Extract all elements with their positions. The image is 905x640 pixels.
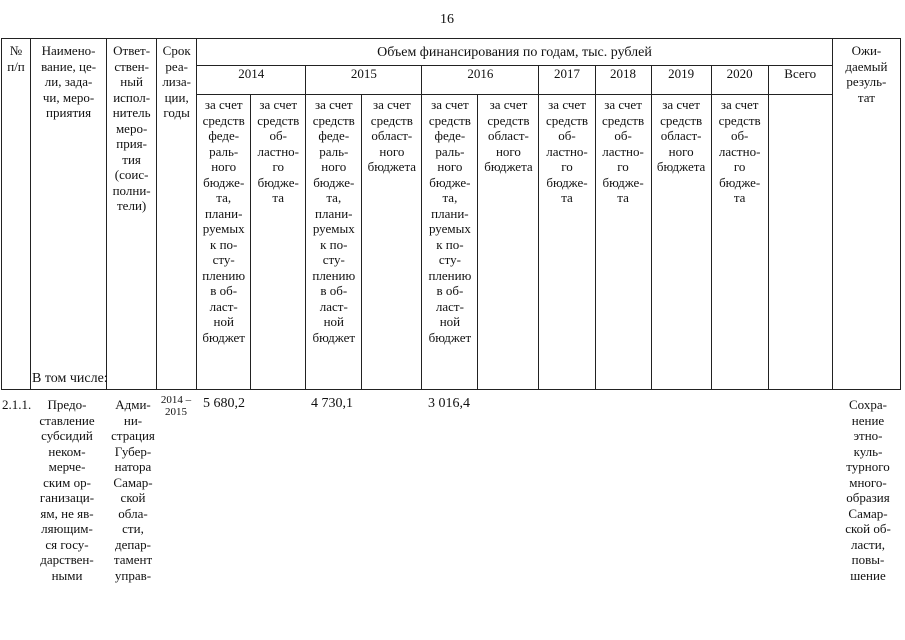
- year-total: Всего: [768, 66, 832, 95]
- value-2016: 3 016,4: [428, 396, 470, 411]
- sub-2017-regional: за счет средств об- ластно- го бюдже- та: [539, 95, 595, 390]
- sub-2015-regional: за счет средств област- ного бюджета: [362, 95, 422, 390]
- sub-2020-regional: за счет средств об- ластно- го бюдже- та: [711, 95, 768, 390]
- value-2015: 4 730,1: [311, 396, 353, 411]
- row-result: Сохра- нение этно- куль- турного много- образия Самар- ской об- ласти, повы- шение: [845, 397, 891, 583]
- row-name: Предо- ставление субсидий неком- мерче- ским ор- ганизаци- ям, не яв- ляющим- ся госу- дарствен- ными: [39, 397, 95, 583]
- year-2014: 2014: [197, 66, 306, 95]
- sub-2015-federal: за счет средств феде- раль- ного бюдже- та, плани- руемых к по- сту- плению в об- ласт- ной бюджет: [306, 95, 362, 390]
- row-responsible: Адми- ни- страция Губер- натора Самар- ской обла- сти, депар- тамент управ-: [111, 397, 155, 583]
- header-responsible: Ответ- ствен- ный испол- нитель меро- прия- тия (соис- полни- тели): [107, 39, 157, 390]
- header-funding: Объем финансирования по годам, тыс. рублей: [197, 39, 833, 66]
- year-2018: 2018: [595, 66, 651, 95]
- row-number: 2.1.1.: [2, 397, 32, 412]
- header-num: № п/п: [2, 39, 31, 390]
- year-2019: 2019: [651, 66, 711, 95]
- sub-2019-regional: за счет средств област- ного бюджета: [651, 95, 711, 390]
- including-label: В том числе:: [32, 371, 108, 386]
- header-term: Срок реа- лиза- ции, годы: [157, 39, 197, 390]
- header-result: Ожи- даемый резуль- тат: [832, 39, 900, 390]
- header-name: Наимено- вание, це- ли, зада- чи, меро- приятия: [31, 39, 107, 390]
- year-2015: 2015: [306, 66, 422, 95]
- sub-2016-federal: за счет средств феде- раль- ного бюдже- та, плани- руемых к по- сту- плению в об- ласт- ной бюджет: [422, 95, 478, 390]
- financing-table: [1, 38, 901, 390]
- year-2016: 2016: [422, 66, 539, 95]
- sub-total: [768, 95, 832, 390]
- year-2017: 2017: [539, 66, 595, 95]
- sub-2014-federal: за счет средств феде- раль- ного бюдже- та, плани- руемых к по- сту- плению в об- ласт- ной бюджет: [197, 95, 251, 390]
- sub-2018-regional: за счет средств об- ластно- го бюдже- та: [595, 95, 651, 390]
- year-2020: 2020: [711, 66, 768, 95]
- page-number: 16: [440, 12, 454, 27]
- row-term: 2014 – 2015: [160, 394, 192, 418]
- value-2014: 5 680,2: [203, 396, 245, 411]
- sub-2014-regional: за счет средств об- ластно- го бюдже- та: [251, 95, 306, 390]
- sub-2016-regional: за счет средств област- ного бюджета: [478, 95, 539, 390]
